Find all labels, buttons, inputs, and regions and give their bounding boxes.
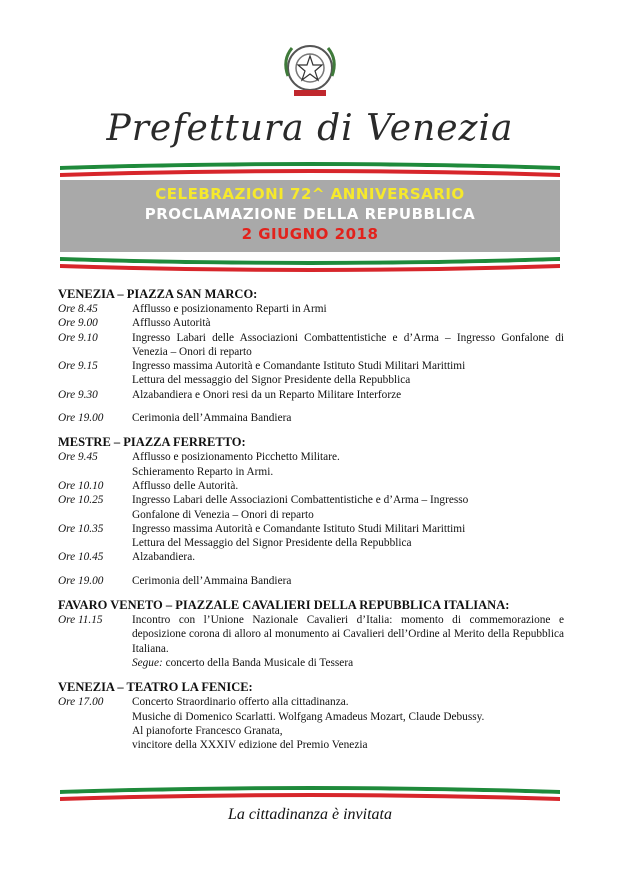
time-label: Ore 19.00: [58, 412, 104, 425]
program-row: [58, 613, 564, 670]
event-description: [132, 695, 564, 752]
program-row: [58, 493, 564, 522]
program-row: [58, 550, 564, 564]
event-description: [132, 450, 564, 479]
event-line: [132, 656, 564, 670]
event-line: Ingresso massima Autorità e Comandante Istituto Studi Militari Marittimi: [132, 522, 466, 535]
event-description: Ingresso Labari delle Associazioni Combattentistiche e d’Arma – Ingresso Gonfalone di Venezia – Onori di reparto: [132, 331, 564, 358]
program-row: [58, 359, 564, 388]
time-label: Ore 19.00: [58, 574, 104, 587]
event-line: vincitore della XXXIV edizione del Premio Venezia: [132, 739, 368, 752]
event-line: Incontro con l’Unione Nazionale Cavalieri d’Italia: momento di commemorazione e deposizione corona di alloro al monumento ai Cavalieri dell’Ordine al Merito della Repubblica Italiana.: [132, 614, 564, 655]
time-label: Ore 8.45: [58, 303, 98, 315]
event-description: [132, 493, 564, 522]
section-title: VENEZIA – TEATRO LA FENICE:: [58, 680, 253, 695]
celebration-banner: [60, 180, 560, 252]
event-line: Ingresso Labari delle Associazioni Combattentistiche e d’Arma – Ingresso: [132, 494, 469, 507]
time-label: Ore 17.00: [58, 696, 104, 709]
event-description: [132, 522, 564, 551]
section-title: VENEZIA – PIAZZA SAN MARCO:: [58, 287, 258, 301]
office-title: Prefettura di Venezia: [106, 108, 514, 149]
section-title: MESTRE – PIAZZA FERRETTO:: [58, 435, 246, 450]
time-label: Ore 10.45: [58, 551, 104, 564]
time-label: Ore 9.10: [58, 331, 98, 344]
event-description: Alzabandiera.: [132, 551, 196, 564]
segue-text: concerto della Banda Musicale di Tessera: [162, 656, 354, 669]
time-label: Ore 10.35: [58, 522, 104, 535]
time-label: Ore 9.30: [58, 388, 98, 401]
time-label: Ore 10.25: [58, 494, 104, 507]
event-description: Alzabandiera e Onori resi da un Reparto Militare Interforze: [132, 388, 402, 401]
banner-line-3: 2 GIUGNO 2018: [241, 225, 379, 243]
event-description: Afflusso delle Autorità.: [132, 479, 239, 492]
program-row: [58, 411, 564, 425]
time-label: Ore 10.10: [58, 479, 104, 492]
section-title: FAVARO VENETO – PIAZZALE CAVALIERI DELLA REPUBBLICA ITALIANA:: [58, 598, 510, 613]
program-row: [58, 479, 564, 493]
event-description: Cerimonia dell’Ammaina Bandiera: [132, 412, 292, 425]
program-row: [58, 316, 564, 330]
event-description: Afflusso e posizionamento Reparti in Armi: [132, 303, 327, 315]
tricolor-band-middle: [60, 253, 560, 273]
event-line: Ingresso massima Autorità e Comandante Istituto Studi Militari Marittimi: [132, 360, 466, 373]
event-description: [132, 613, 564, 670]
time-label: Ore 9.45: [58, 451, 98, 464]
program-content: [58, 286, 564, 752]
banner-line-2: PROCLAMAZIONE DELLA REPUBBLICA: [144, 205, 476, 223]
time-label: Ore 9.15: [58, 360, 98, 373]
event-line: Schieramento Reparto in Armi.: [132, 465, 274, 478]
tricolor-band-top: [60, 160, 560, 180]
program-row: [58, 695, 564, 752]
invitation-text: La cittadinanza è invitata: [228, 806, 392, 823]
event-line: Concerto Straordinario offerto alla cittadinanza.: [132, 696, 349, 709]
time-label: Ore 9.00: [58, 317, 98, 330]
republic-emblem-icon: [278, 38, 342, 102]
banner-line-1: CELEBRAZIONI 72^ ANNIVERSARIO: [155, 185, 465, 203]
program-row: [58, 388, 564, 402]
program-row: [58, 522, 564, 551]
event-line: Afflusso e posizionamento Picchetto Militare.: [132, 451, 340, 464]
event-line: Lettura del messaggio del Signor Presidente della Repubblica: [132, 374, 411, 387]
program-row: [58, 302, 564, 316]
event-line: Al pianoforte Francesco Granata,: [132, 724, 283, 737]
program-row: [58, 450, 564, 479]
program-row: [58, 574, 564, 588]
event-line: Gonfalone di Venezia – Onori di reparto: [132, 508, 314, 521]
event-description: Afflusso Autorità: [132, 317, 211, 330]
event-line: Musiche di Domenico Scarlatti. Wolfgang Amadeus Mozart, Claude Debussy.: [132, 710, 485, 723]
event-description: Cerimonia dell’Ammaina Bandiera: [132, 574, 292, 587]
segue-label: Segue:: [132, 656, 163, 669]
program-row: [58, 331, 564, 360]
tricolor-band-bottom: [60, 784, 560, 804]
event-description: [132, 359, 564, 388]
event-line: Lettura del Messaggio del Signor Presidente della Repubblica: [132, 537, 412, 550]
time-label: Ore 11.15: [58, 614, 103, 627]
